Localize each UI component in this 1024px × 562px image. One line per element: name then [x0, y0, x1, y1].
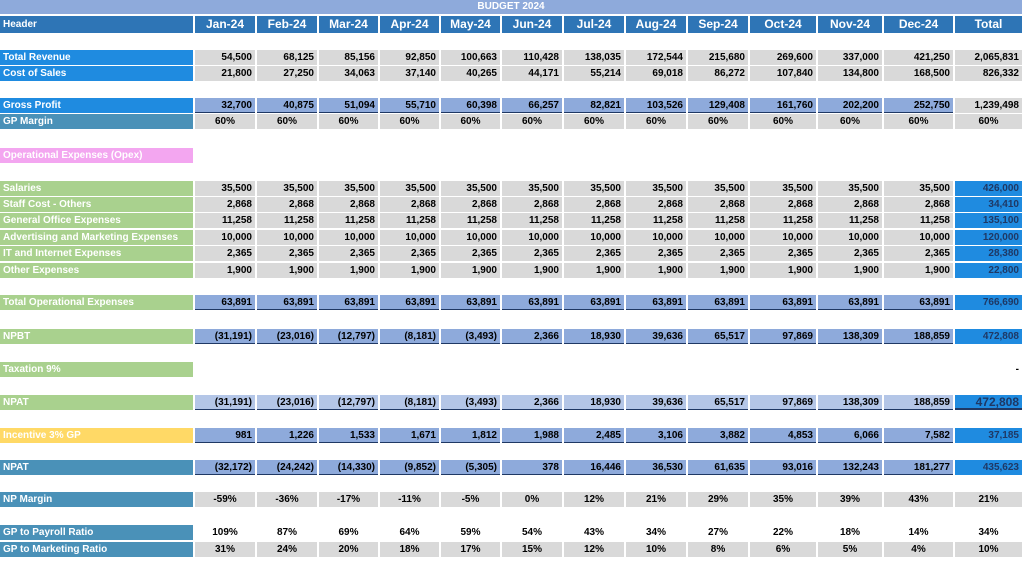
cell-gp-marketing-total[interactable]: 10%	[955, 542, 1022, 557]
cell-gp-marketing-oct-24[interactable]: 6%	[750, 542, 816, 557]
cell-incentive-may-24[interactable]: 1,812	[441, 428, 500, 443]
month-header-nov-24[interactable]: Nov-24	[818, 16, 882, 33]
cell-gp-marketing-sep-24[interactable]: 8%	[688, 542, 748, 557]
cell-npat1-sep-24[interactable]: 65,517	[688, 395, 748, 410]
month-header-sep-24[interactable]: Sep-24	[688, 16, 748, 33]
cell-total-opex-sep-24[interactable]: 63,891	[688, 295, 748, 310]
cell-gross-profit-total[interactable]: 1,239,498	[955, 98, 1022, 113]
cell-it-internet-aug-24[interactable]: 2,365	[626, 246, 686, 261]
cell-gross-profit-oct-24[interactable]: 161,760	[750, 98, 816, 113]
cell-gp-margin-dec-24[interactable]: 60%	[884, 114, 953, 129]
cell-np-margin-oct-24[interactable]: 35%	[750, 492, 816, 507]
cell-total-revenue-jan-24[interactable]: 54,500	[195, 50, 255, 65]
row-label-npbt[interactable]: NPBT	[0, 329, 193, 344]
row-label-cost-of-sales[interactable]: Cost of Sales	[0, 66, 193, 81]
row-label-gross-profit[interactable]: Gross Profit	[0, 98, 193, 113]
cell-total-opex-mar-24[interactable]: 63,891	[319, 295, 378, 310]
cell-gp-payroll-nov-24[interactable]: 18%	[818, 525, 882, 540]
cell-npbt-aug-24[interactable]: 39,636	[626, 329, 686, 344]
cell-total-opex-dec-24[interactable]: 63,891	[884, 295, 953, 310]
cell-staff-cost-dec-24[interactable]: 2,868	[884, 197, 953, 212]
cell-npat2-jun-24[interactable]: 378	[502, 460, 562, 475]
cell-cost-of-sales-jan-24[interactable]: 21,800	[195, 66, 255, 81]
cell-general-office-total[interactable]: 135,100	[955, 213, 1022, 228]
cell-total-revenue-total[interactable]: 2,065,831	[955, 50, 1022, 65]
cell-total-opex-jul-24[interactable]: 63,891	[564, 295, 624, 310]
row-advertising	[0, 230, 1022, 245]
cell-general-office-dec-24[interactable]: 11,258	[884, 213, 953, 228]
cell-general-office-feb-24[interactable]: 11,258	[257, 213, 317, 228]
cell-salaries-nov-24[interactable]: 35,500	[818, 181, 882, 196]
cell-npbt-jun-24[interactable]: 2,366	[502, 329, 562, 344]
cell-np-margin-sep-24[interactable]: 29%	[688, 492, 748, 507]
cell-general-office-oct-24[interactable]: 11,258	[750, 213, 816, 228]
cell-np-margin-aug-24[interactable]: 21%	[626, 492, 686, 507]
cell-salaries-sep-24[interactable]: 35,500	[688, 181, 748, 196]
cell-gross-profit-sep-24[interactable]: 129,408	[688, 98, 748, 113]
cell-npat1-feb-24[interactable]: (23,016)	[257, 395, 317, 410]
cell-npat2-sep-24[interactable]: 61,635	[688, 460, 748, 475]
cell-npat1-nov-24[interactable]: 138,309	[818, 395, 882, 410]
row-gross-profit	[0, 98, 1022, 113]
cell-npat2-nov-24[interactable]: 132,243	[818, 460, 882, 475]
cell-other-expenses-may-24[interactable]: 1,900	[441, 263, 500, 278]
cell-general-office-may-24[interactable]: 11,258	[441, 213, 500, 228]
row-label-advertising[interactable]: Advertising and Marketing Expenses	[0, 230, 193, 245]
cell-total-revenue-mar-24[interactable]: 85,156	[319, 50, 378, 65]
cell-incentive-jun-24[interactable]: 1,988	[502, 428, 562, 443]
cell-gp-payroll-may-24[interactable]: 59%	[441, 525, 500, 540]
cell-other-expenses-aug-24[interactable]: 1,900	[626, 263, 686, 278]
cell-salaries-jul-24[interactable]: 35,500	[564, 181, 624, 196]
cell-np-margin-jun-24[interactable]: 0%	[502, 492, 562, 507]
cell-gp-margin-oct-24[interactable]: 60%	[750, 114, 816, 129]
cell-gross-profit-feb-24[interactable]: 40,875	[257, 98, 317, 113]
row-label-taxation[interactable]: Taxation 9%	[0, 362, 193, 377]
cell-total-revenue-jun-24[interactable]: 110,428	[502, 50, 562, 65]
cell-total-opex-total[interactable]: 766,690	[955, 295, 1022, 310]
cell-staff-cost-nov-24[interactable]: 2,868	[818, 197, 882, 212]
cell-other-expenses-sep-24[interactable]: 1,900	[688, 263, 748, 278]
cell-gp-margin-nov-24[interactable]: 60%	[818, 114, 882, 129]
cell-total-opex-may-24[interactable]: 63,891	[441, 295, 500, 310]
cell-np-margin-mar-24[interactable]: -17%	[319, 492, 378, 507]
cell-npat2-dec-24[interactable]: 181,277	[884, 460, 953, 475]
cell-salaries-aug-24[interactable]: 35,500	[626, 181, 686, 196]
cell-cost-of-sales-may-24[interactable]: 40,265	[441, 66, 500, 81]
cell-incentive-jul-24[interactable]: 2,485	[564, 428, 624, 443]
cell-gp-margin-apr-24[interactable]: 60%	[380, 114, 439, 129]
cell-gross-profit-aug-24[interactable]: 103,526	[626, 98, 686, 113]
month-header-mar-24[interactable]: Mar-24	[319, 16, 378, 33]
cell-total-opex-apr-24[interactable]: 63,891	[380, 295, 439, 310]
cell-gp-payroll-jul-24[interactable]: 43%	[564, 525, 624, 540]
cell-staff-cost-oct-24[interactable]: 2,868	[750, 197, 816, 212]
cell-advertising-jun-24[interactable]: 10,000	[502, 230, 562, 245]
cell-it-internet-jan-24[interactable]: 2,365	[195, 246, 255, 261]
cell-advertising-dec-24[interactable]: 10,000	[884, 230, 953, 245]
cell-npat1-may-24[interactable]: (3,493)	[441, 395, 500, 410]
cell-salaries-jun-24[interactable]: 35,500	[502, 181, 562, 196]
cell-gross-profit-dec-24[interactable]: 252,750	[884, 98, 953, 113]
cell-gp-marketing-feb-24[interactable]: 24%	[257, 542, 317, 557]
cell-it-internet-total[interactable]: 28,380	[955, 246, 1022, 261]
cell-gp-marketing-jul-24[interactable]: 12%	[564, 542, 624, 557]
cell-gross-profit-nov-24[interactable]: 202,200	[818, 98, 882, 113]
row-staff-cost	[0, 197, 1022, 212]
cell-gp-marketing-mar-24[interactable]: 20%	[319, 542, 378, 557]
cell-advertising-jul-24[interactable]: 10,000	[564, 230, 624, 245]
cell-incentive-feb-24[interactable]: 1,226	[257, 428, 317, 443]
cell-it-internet-oct-24[interactable]: 2,365	[750, 246, 816, 261]
cell-general-office-mar-24[interactable]: 11,258	[319, 213, 378, 228]
cell-incentive-jan-24[interactable]: 981	[195, 428, 255, 443]
row-label-other-expenses[interactable]: Other Expenses	[0, 263, 193, 278]
cell-advertising-feb-24[interactable]: 10,000	[257, 230, 317, 245]
row-general-office	[0, 213, 1022, 228]
row-opex-header	[0, 148, 1022, 163]
cell-staff-cost-aug-24[interactable]: 2,868	[626, 197, 686, 212]
cell-salaries-jan-24[interactable]: 35,500	[195, 181, 255, 196]
cell-gp-marketing-apr-24[interactable]: 18%	[380, 542, 439, 557]
cell-np-margin-apr-24[interactable]: -11%	[380, 492, 439, 507]
cell-gp-marketing-may-24[interactable]: 17%	[441, 542, 500, 557]
cell-advertising-aug-24[interactable]: 10,000	[626, 230, 686, 245]
row-label-gp-marketing[interactable]: GP to Marketing Ratio	[0, 542, 193, 557]
row-npbt	[0, 329, 1022, 344]
cell-salaries-dec-24[interactable]: 35,500	[884, 181, 953, 196]
cell-npat2-aug-24[interactable]: 36,530	[626, 460, 686, 475]
cell-incentive-oct-24[interactable]: 4,853	[750, 428, 816, 443]
cell-gp-margin-jul-24[interactable]: 60%	[564, 114, 624, 129]
cell-staff-cost-jul-24[interactable]: 2,868	[564, 197, 624, 212]
cell-it-internet-feb-24[interactable]: 2,365	[257, 246, 317, 261]
cell-total-opex-oct-24[interactable]: 63,891	[750, 295, 816, 310]
cell-cost-of-sales-total[interactable]: 826,332	[955, 66, 1022, 81]
cell-total-revenue-may-24[interactable]: 100,663	[441, 50, 500, 65]
cell-gross-profit-jul-24[interactable]: 82,821	[564, 98, 624, 113]
row-label-total-opex[interactable]: Total Operational Expenses	[0, 295, 193, 310]
cell-total-revenue-oct-24[interactable]: 269,600	[750, 50, 816, 65]
cell-npbt-dec-24[interactable]: 188,859	[884, 329, 953, 344]
cell-salaries-oct-24[interactable]: 35,500	[750, 181, 816, 196]
row-total-opex	[0, 295, 1022, 310]
cell-total-revenue-nov-24[interactable]: 337,000	[818, 50, 882, 65]
row-label-gp-margin[interactable]: GP Margin	[0, 114, 193, 129]
sheet-title: BUDGET 2024	[0, 0, 1022, 14]
cell-gp-margin-may-24[interactable]: 60%	[441, 114, 500, 129]
cell-staff-cost-apr-24[interactable]: 2,868	[380, 197, 439, 212]
cell-gp-marketing-aug-24[interactable]: 10%	[626, 542, 686, 557]
cell-total-revenue-dec-24[interactable]: 421,250	[884, 50, 953, 65]
cell-gp-payroll-jun-24[interactable]: 54%	[502, 525, 562, 540]
month-header-jul-24[interactable]: Jul-24	[564, 16, 624, 33]
month-header-aug-24[interactable]: Aug-24	[626, 16, 686, 33]
cell-npat2-may-24[interactable]: (5,305)	[441, 460, 500, 475]
cell-cost-of-sales-sep-24[interactable]: 86,272	[688, 66, 748, 81]
row-gp-margin	[0, 114, 1022, 129]
cell-np-margin-nov-24[interactable]: 39%	[818, 492, 882, 507]
cell-npat2-total[interactable]: 435,623	[955, 460, 1022, 475]
row-label-it-internet[interactable]: IT and Internet Expenses	[0, 246, 193, 261]
row-label-salaries[interactable]: Salaries	[0, 181, 193, 196]
cell-npat1-aug-24[interactable]: 39,636	[626, 395, 686, 410]
cell-general-office-aug-24[interactable]: 11,258	[626, 213, 686, 228]
cell-general-office-apr-24[interactable]: 11,258	[380, 213, 439, 228]
cell-cost-of-sales-jun-24[interactable]: 44,171	[502, 66, 562, 81]
month-header-jun-24[interactable]: Jun-24	[502, 16, 562, 33]
cell-salaries-may-24[interactable]: 35,500	[441, 181, 500, 196]
cell-npat1-jan-24[interactable]: (31,191)	[195, 395, 255, 410]
cell-salaries-apr-24[interactable]: 35,500	[380, 181, 439, 196]
cell-np-margin-may-24[interactable]: -5%	[441, 492, 500, 507]
cell-total-revenue-sep-24[interactable]: 215,680	[688, 50, 748, 65]
cell-gp-payroll-oct-24[interactable]: 22%	[750, 525, 816, 540]
cell-other-expenses-total[interactable]: 22,800	[955, 263, 1022, 278]
cell-gp-margin-jan-24[interactable]: 60%	[195, 114, 255, 129]
cell-gross-profit-jun-24[interactable]: 66,257	[502, 98, 562, 113]
cell-salaries-total[interactable]: 426,000	[955, 181, 1022, 196]
cell-gp-payroll-total[interactable]: 34%	[955, 525, 1022, 540]
cell-gp-marketing-nov-24[interactable]: 5%	[818, 542, 882, 557]
row-taxation	[0, 362, 1022, 377]
cell-npbt-nov-24[interactable]: 138,309	[818, 329, 882, 344]
cell-staff-cost-jun-24[interactable]: 2,868	[502, 197, 562, 212]
cell-general-office-jan-24[interactable]: 11,258	[195, 213, 255, 228]
row-salaries	[0, 181, 1022, 196]
cell-total-revenue-aug-24[interactable]: 172,544	[626, 50, 686, 65]
cell-cost-of-sales-feb-24[interactable]: 27,250	[257, 66, 317, 81]
cell-it-internet-jul-24[interactable]: 2,365	[564, 246, 624, 261]
cell-gp-payroll-aug-24[interactable]: 34%	[626, 525, 686, 540]
cell-general-office-jun-24[interactable]: 11,258	[502, 213, 562, 228]
cell-staff-cost-sep-24[interactable]: 2,868	[688, 197, 748, 212]
cell-npat2-oct-24[interactable]: 93,016	[750, 460, 816, 475]
cell-cost-of-sales-oct-24[interactable]: 107,840	[750, 66, 816, 81]
cell-incentive-dec-24[interactable]: 7,582	[884, 428, 953, 443]
cell-salaries-mar-24[interactable]: 35,500	[319, 181, 378, 196]
cell-it-internet-jun-24[interactable]: 2,365	[502, 246, 562, 261]
cell-npat2-jul-24[interactable]: 16,446	[564, 460, 624, 475]
cell-npbt-may-24[interactable]: (3,493)	[441, 329, 500, 344]
cell-np-margin-jan-24[interactable]: -59%	[195, 492, 255, 507]
cell-npat2-apr-24[interactable]: (9,852)	[380, 460, 439, 475]
cell-incentive-total[interactable]: 37,185	[955, 428, 1022, 443]
cell-it-internet-nov-24[interactable]: 2,365	[818, 246, 882, 261]
cell-advertising-total[interactable]: 120,000	[955, 230, 1022, 245]
row-npat1	[0, 395, 1022, 410]
row-other-expenses	[0, 263, 1022, 278]
cell-npat1-total[interactable]: 472,808	[955, 395, 1022, 410]
cell-it-internet-mar-24[interactable]: 2,365	[319, 246, 378, 261]
cell-gp-payroll-feb-24[interactable]: 87%	[257, 525, 317, 540]
cell-npat1-jun-24[interactable]: 2,366	[502, 395, 562, 410]
cell-gross-profit-apr-24[interactable]: 55,710	[380, 98, 439, 113]
row-label-np-margin[interactable]: NP Margin	[0, 492, 193, 507]
cell-npat2-mar-24[interactable]: (14,330)	[319, 460, 378, 475]
cell-cost-of-sales-jul-24[interactable]: 55,214	[564, 66, 624, 81]
month-header-dec-24[interactable]: Dec-24	[884, 16, 953, 33]
cell-gp-marketing-jan-24[interactable]: 31%	[195, 542, 255, 557]
cell-total-opex-jun-24[interactable]: 63,891	[502, 295, 562, 310]
cell-npat1-dec-24[interactable]: 188,859	[884, 395, 953, 410]
cell-other-expenses-jan-24[interactable]: 1,900	[195, 263, 255, 278]
row-gp-marketing	[0, 542, 1022, 557]
cell-total-opex-feb-24[interactable]: 63,891	[257, 295, 317, 310]
cell-npat1-oct-24[interactable]: 97,869	[750, 395, 816, 410]
row-incentive	[0, 428, 1022, 443]
row-label-npat2[interactable]: NPAT	[0, 460, 193, 475]
cell-np-margin-jul-24[interactable]: 12%	[564, 492, 624, 507]
cell-cost-of-sales-mar-24[interactable]: 34,063	[319, 66, 378, 81]
cell-gp-payroll-dec-24[interactable]: 14%	[884, 525, 953, 540]
cell-cost-of-sales-aug-24[interactable]: 69,018	[626, 66, 686, 81]
cell-other-expenses-jul-24[interactable]: 1,900	[564, 263, 624, 278]
cell-npbt-jul-24[interactable]: 18,930	[564, 329, 624, 344]
cell-incentive-mar-24[interactable]: 1,533	[319, 428, 378, 443]
cell-gp-marketing-dec-24[interactable]: 4%	[884, 542, 953, 557]
month-header-feb-24[interactable]: Feb-24	[257, 16, 317, 33]
cell-npbt-sep-24[interactable]: 65,517	[688, 329, 748, 344]
cell-advertising-jan-24[interactable]: 10,000	[195, 230, 255, 245]
cell-incentive-apr-24[interactable]: 1,671	[380, 428, 439, 443]
cell-advertising-mar-24[interactable]: 10,000	[319, 230, 378, 245]
row-label-staff-cost[interactable]: Staff Cost - Others	[0, 197, 193, 212]
cell-salaries-feb-24[interactable]: 35,500	[257, 181, 317, 196]
cell-np-margin-feb-24[interactable]: -36%	[257, 492, 317, 507]
cell-other-expenses-mar-24[interactable]: 1,900	[319, 263, 378, 278]
cell-taxation-total[interactable]: -	[955, 362, 1022, 377]
cell-staff-cost-total[interactable]: 34,410	[955, 197, 1022, 212]
cell-gp-margin-feb-24[interactable]: 60%	[257, 114, 317, 129]
cell-gp-margin-total[interactable]: 60%	[955, 114, 1022, 129]
cell-total-revenue-apr-24[interactable]: 92,850	[380, 50, 439, 65]
cell-incentive-sep-24[interactable]: 3,882	[688, 428, 748, 443]
cell-it-internet-dec-24[interactable]: 2,365	[884, 246, 953, 261]
row-label-gp-payroll[interactable]: GP to Payroll Ratio	[0, 525, 193, 540]
month-header-jan-24[interactable]: Jan-24	[195, 16, 255, 33]
cell-staff-cost-mar-24[interactable]: 2,868	[319, 197, 378, 212]
cell-gp-margin-aug-24[interactable]: 60%	[626, 114, 686, 129]
cell-gross-profit-mar-24[interactable]: 51,094	[319, 98, 378, 113]
cell-general-office-nov-24[interactable]: 11,258	[818, 213, 882, 228]
cell-general-office-sep-24[interactable]: 11,258	[688, 213, 748, 228]
header-row	[0, 16, 1022, 33]
row-npat2	[0, 460, 1022, 475]
cell-npbt-oct-24[interactable]: 97,869	[750, 329, 816, 344]
cell-advertising-oct-24[interactable]: 10,000	[750, 230, 816, 245]
cell-npat1-jul-24[interactable]: 18,930	[564, 395, 624, 410]
cell-gross-profit-may-24[interactable]: 60,398	[441, 98, 500, 113]
cell-npbt-mar-24[interactable]: (12,797)	[319, 329, 378, 344]
row-label-general-office[interactable]: General Office Expenses	[0, 213, 193, 228]
cell-total-opex-jan-24[interactable]: 63,891	[195, 295, 255, 310]
month-header-may-24[interactable]: May-24	[441, 16, 500, 33]
cell-gp-margin-sep-24[interactable]: 60%	[688, 114, 748, 129]
cell-staff-cost-may-24[interactable]: 2,868	[441, 197, 500, 212]
cell-np-margin-dec-24[interactable]: 43%	[884, 492, 953, 507]
cell-it-internet-sep-24[interactable]: 2,365	[688, 246, 748, 261]
row-label-total-revenue[interactable]: Total Revenue	[0, 50, 193, 65]
row-label-opex-header[interactable]: Operational Expenses (Opex)	[0, 148, 193, 163]
cell-npbt-apr-24[interactable]: (8,181)	[380, 329, 439, 344]
row-label-incentive[interactable]: Incentive 3% GP	[0, 428, 193, 443]
row-gp-payroll	[0, 525, 1022, 540]
cell-npbt-jan-24[interactable]: (31,191)	[195, 329, 255, 344]
cell-npbt-total[interactable]: 472,808	[955, 329, 1022, 344]
row-label-npat1[interactable]: NPAT	[0, 395, 193, 410]
cell-incentive-nov-24[interactable]: 6,066	[818, 428, 882, 443]
cell-total-opex-nov-24[interactable]: 63,891	[818, 295, 882, 310]
cell-total-opex-aug-24[interactable]: 63,891	[626, 295, 686, 310]
cell-advertising-nov-24[interactable]: 10,000	[818, 230, 882, 245]
cell-staff-cost-feb-24[interactable]: 2,868	[257, 197, 317, 212]
month-header-apr-24[interactable]: Apr-24	[380, 16, 439, 33]
cell-npat2-jan-24[interactable]: (32,172)	[195, 460, 255, 475]
header-label: Header	[0, 16, 193, 33]
cell-np-margin-total[interactable]: 21%	[955, 492, 1022, 507]
cell-other-expenses-oct-24[interactable]: 1,900	[750, 263, 816, 278]
cell-advertising-apr-24[interactable]: 10,000	[380, 230, 439, 245]
cell-cost-of-sales-dec-24[interactable]: 168,500	[884, 66, 953, 81]
row-np-margin	[0, 492, 1022, 507]
month-header-oct-24[interactable]: Oct-24	[750, 16, 816, 33]
cell-npat2-feb-24[interactable]: (24,242)	[257, 460, 317, 475]
cell-total-revenue-feb-24[interactable]: 68,125	[257, 50, 317, 65]
cell-other-expenses-apr-24[interactable]: 1,900	[380, 263, 439, 278]
cell-advertising-sep-24[interactable]: 10,000	[688, 230, 748, 245]
cell-gp-payroll-mar-24[interactable]: 69%	[319, 525, 378, 540]
cell-cost-of-sales-apr-24[interactable]: 37,140	[380, 66, 439, 81]
row-total-revenue	[0, 50, 1022, 65]
row-it-internet	[0, 246, 1022, 261]
cell-it-internet-may-24[interactable]: 2,365	[441, 246, 500, 261]
cell-npbt-feb-24[interactable]: (23,016)	[257, 329, 317, 344]
cell-gp-payroll-sep-24[interactable]: 27%	[688, 525, 748, 540]
cell-cost-of-sales-nov-24[interactable]: 134,800	[818, 66, 882, 81]
cell-gp-payroll-jan-24[interactable]: 109%	[195, 525, 255, 540]
cell-npat1-apr-24[interactable]: (8,181)	[380, 395, 439, 410]
cell-gp-margin-mar-24[interactable]: 60%	[319, 114, 378, 129]
cell-total-revenue-jul-24[interactable]: 138,035	[564, 50, 624, 65]
cell-gp-payroll-apr-24[interactable]: 64%	[380, 525, 439, 540]
row-cost-of-sales	[0, 66, 1022, 81]
cell-it-internet-apr-24[interactable]: 2,365	[380, 246, 439, 261]
cell-other-expenses-jun-24[interactable]: 1,900	[502, 263, 562, 278]
total-header[interactable]: Total	[955, 16, 1022, 33]
cell-gp-margin-jun-24[interactable]: 60%	[502, 114, 562, 129]
cell-staff-cost-jan-24[interactable]: 2,868	[195, 197, 255, 212]
cell-other-expenses-nov-24[interactable]: 1,900	[818, 263, 882, 278]
cell-other-expenses-feb-24[interactable]: 1,900	[257, 263, 317, 278]
cell-general-office-jul-24[interactable]: 11,258	[564, 213, 624, 228]
cell-gp-marketing-jun-24[interactable]: 15%	[502, 542, 562, 557]
cell-incentive-aug-24[interactable]: 3,106	[626, 428, 686, 443]
cell-gross-profit-jan-24[interactable]: 32,700	[195, 98, 255, 113]
cell-other-expenses-dec-24[interactable]: 1,900	[884, 263, 953, 278]
cell-npat1-mar-24[interactable]: (12,797)	[319, 395, 378, 410]
cell-advertising-may-24[interactable]: 10,000	[441, 230, 500, 245]
